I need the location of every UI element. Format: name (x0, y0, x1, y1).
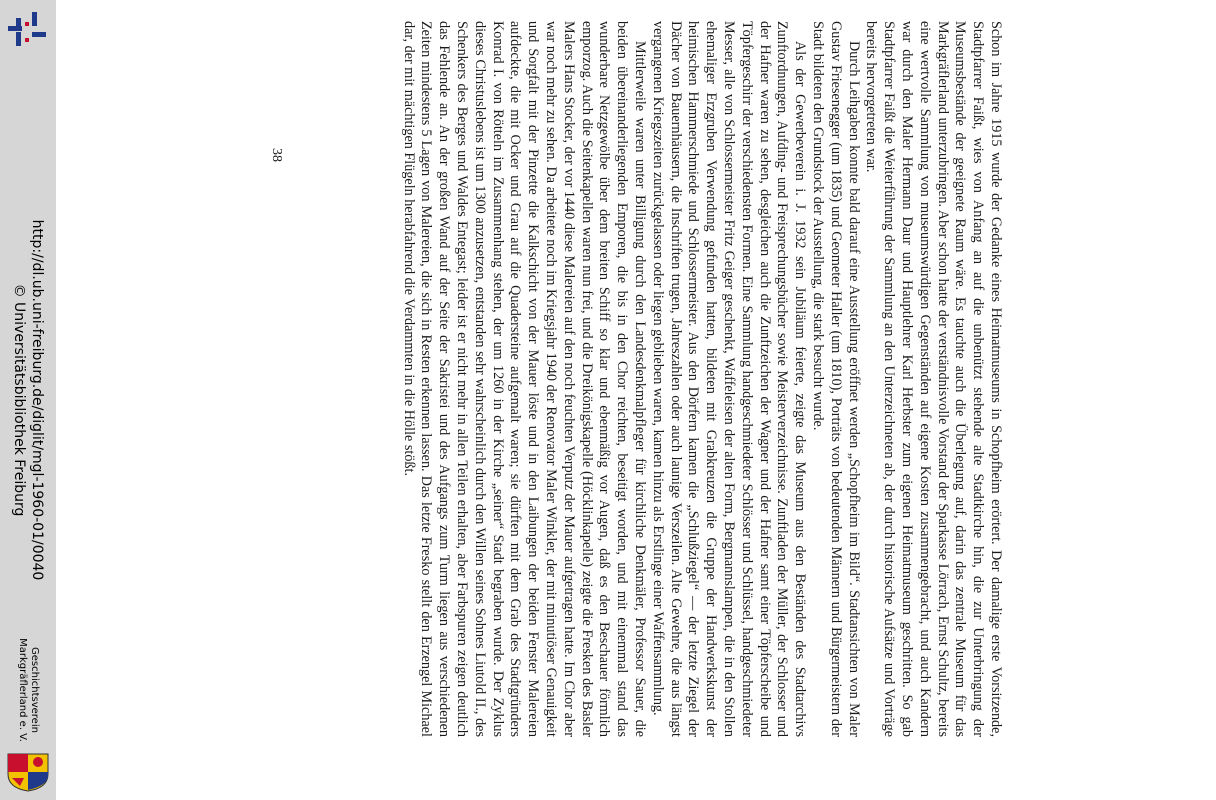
paragraph-2: Durch Leihgaben konnte bald darauf eine Ausstellung eröffnet werden „Schopfheim im Bild“. Stadtansichten von Maler Gustav Friesenegger (um 1835) und Geometer Haller (um 1810), Porträts von bedeutenden Männern und Bürgermeistern der Stadt bildeten den Grundstock der Ausstellung, die stark besucht wurde. (810, 21, 862, 737)
copyright-text: © Universitätsbibliothek Freiburg (11, 283, 27, 517)
source-link[interactable] (10, 220, 46, 581)
sidebar (0, 0, 56, 800)
scanned-page (56, 0, 1216, 800)
coat-of-arms-icon (6, 752, 50, 792)
paragraph-3: Als der Gewerbeverein i. J. 1932 sein Jubiläum feierte, zeigte das Museum aus den Beständen des Stadtarchivs Zunftordnungen, Aufding- und Freisprechungsbücher sowie Meisterverzeichnisse. Zunftladen der Müller, der Schlosser und der Hafner waren zu sehen, desgleichen auch die Zunftzeichen der Wagner und der Hafner samt einer Töpferscheibe und Töpfergeschirr der verschiedensten Formen. Eine Sammlung handgeschmiedeter Schlösser und Schlüssel, handgeschmiedeter Messer, alle von Schlossermeister Fritz Geiger geschenkt, Waffeleisen der alten Form, Bergmannslampen, die in den Stollen ehemaliger Erzgruben Verwendung gefunden hatten, bildeten mit Grabkreuzen die Gruppe der Handwerkskunst der heimischen Hammerschmiede und Schlossermeister. Aus den Dörfern kamen die „Schlußziegel“ — der letzte Ziegel der Dächer von Bauernhäusern, die Inschriften trugen, Jahreszahlen oder auch launige Verszeilen. Alte Gewehre, die aus längst vergangenen Kriegszeiten zurückgelassen oder liegen geblieben waren, kamen hinzu als Erstlinge einer Waffensammlung. (649, 21, 809, 737)
page-number: 38 (269, 148, 284, 162)
url-text[interactable]: http://dl.ub.uni-freiburg.de/diglit/mgl-1960-01/0040 (29, 219, 45, 581)
verein-line-1: Geschichtsverein (29, 647, 40, 733)
ub-freiburg-logo-icon (6, 8, 48, 52)
paragraph-1: Schon im Jahre 1915 wurde der Gedanke eines Heimatmuseums in Schopfheim erörtert. Der damalige erste Vorsitzende, Stadtpfarrer Faißt, wies von Anfang an auf die unbenützt stehende alte Stadtkirche hin, die zur Unterbringung der Museumsbestände der geeignete Raum wäre. Es tauchte auch die Überlegung auf, darin das zentrale Museum für das Markgräflerland unterzubringen. Aber schon hatte der verständnisvolle Vorstand der Sparkasse Lörrach, Ernst Schultz, bereits eine wertvolle Sammlung von museumswürdigen Gegenständen auf eigene Kosten zusammengebracht, und auch Kandern war durch den Maler Hermann Daur und Hauptlehrer Karl Herbster zum eigenen Heimatmuseum geschritten. So gab Stadtpfarrer Faißt die Weiterführung der Sammlung an den Unterzeichneten ab, der durch historische Aufsätze und Vorträge bereits hervorgetreten war. (863, 21, 1004, 737)
verein-label (16, 638, 40, 742)
verein-line-2: Markgräflerland e. V. (17, 638, 28, 742)
paragraph-4: Mittlerweile waren unter Billigung durch den Landesdenkmalpfleger für kirchliche Denkmäler, Professor Sauer, die beiden übereinanderliegenden Emporen, die bis in den Chor reichten, beseitigt worden, und mit einemmal stand das wunderbare Netzgewölbe über dem breiten Schiff so klar und ebenmäßig vor Augen, daß es den Beschauer förmlich emporzog. Auch die Seitenkapellen waren nun frei, und die Dreikönigskapelle (Höcklinkapelle) zeigte die Fresken des Basler Malers Hans Stocker, der vor 1440 diese Malereien auf den noch feuchten Verputz der Mauer aufgetragen hatte. Im Chor aber war noch mehr zu sehen. Da arbeitete noch im Kriegsjahr 1940 der Renovator Maler Winkler, der mit minutiöser Genauigkeit und Sorgfalt mit der Pinzette die Kalkschicht von der Mauer löste und in den Laibungen der beiden Fenster Malereien aufdeckte, die mit Ocker und Grau auf die Quadersteine aufgemalt waren; sie dürften mit dem Grab des Stadtgründers Konrad I. von Rötteln im Zusammenhang stehen, der um 1260 in der Kirche „seiner“ Stadt begraben wurde. Der Zyklus dieses Christuslebens ist um 1300 anzusetzen, entstanden sehr wahrscheinlich durch den Willen seines Sohnes Liutold II., des Schenkers des Berges und Waldes Entegast; leider ist er nicht mehr in allen Teilen erhalten, aber Farbspuren zeigen deutlich das Fehlende an. An der großen Wand auf der Seite der Sakristei und des Aufgangs zum Turm liegen aus verschiedenen Zeiten mindestens 5 Lagen von Malereien, die sich in Resten erkennen lassen. Das letzte Fresko stellt den Erzengel Michael dar, der mit mächtigen Flügeln herabfahrend die Verdammten in die Hölle stößt. (400, 21, 649, 737)
page-text (268, 21, 1004, 737)
